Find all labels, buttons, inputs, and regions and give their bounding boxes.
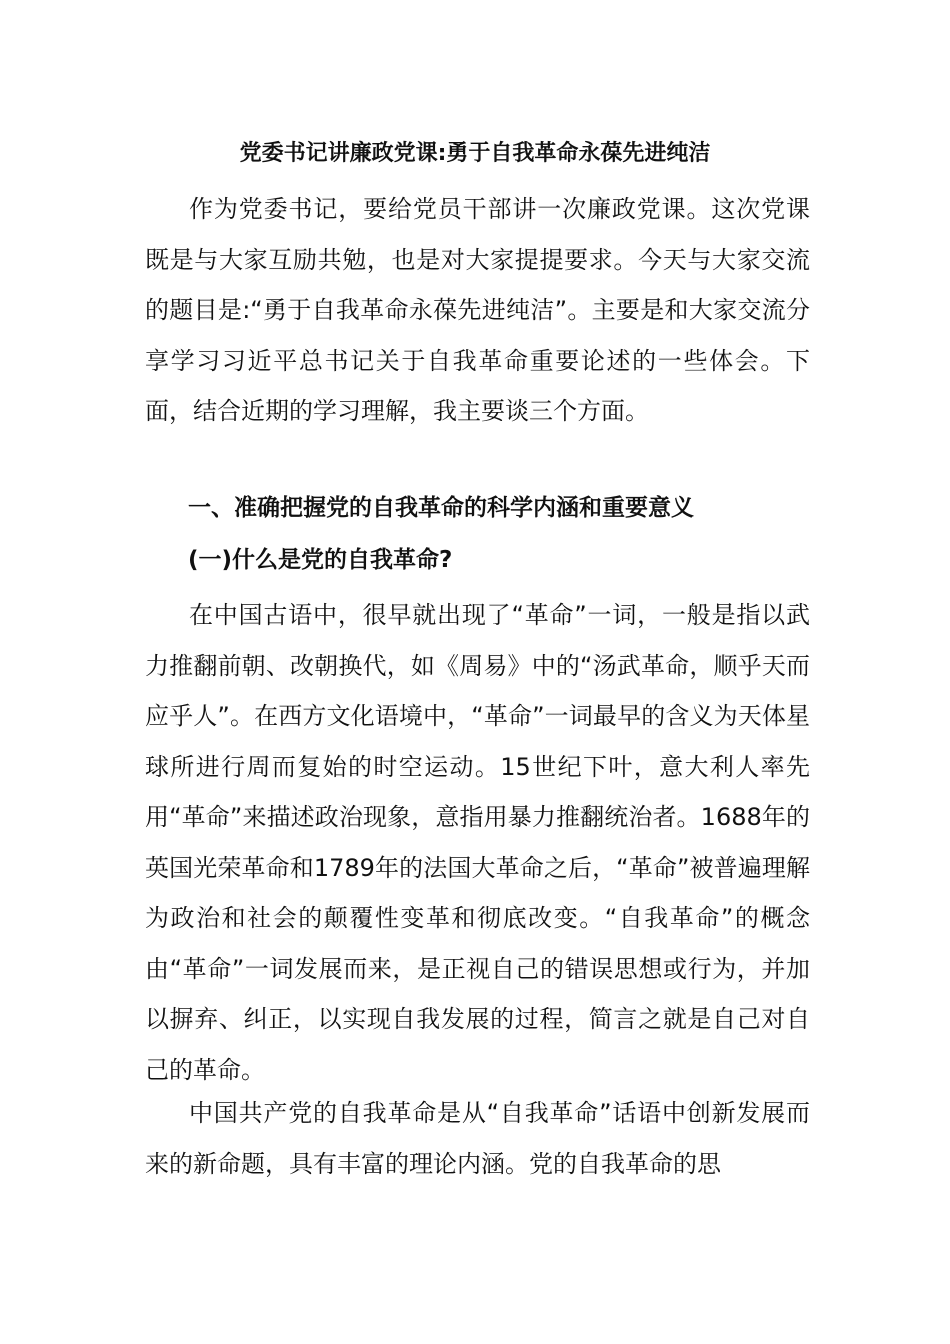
subsection-heading-1: (一)什么是党的自我革命? bbox=[188, 547, 453, 573]
document-title: 党委书记讲廉政党课:勇于自我革命永葆先进纯洁 bbox=[239, 141, 711, 166]
paragraph-party-self-revolution: 中国共产党的自我革命是从“自我革命”话语中创新发展而来的新命题，具有丰富的理论内涵。党的自我革命的思 bbox=[145, 1099, 810, 1178]
paragraph-revolution-origin: 在中国古语中，很早就出现了“革命”一词，一般是指以武力推翻前朝、改朝换代，如《周易》中的“汤武革命，顺乎天而应乎人”。在西方文化语境中，“革命”一词最早的含义为天体星球所进行周而复始的时空运动。15世纪下叶，意大利人率先用“革命”来描述政治现象，意指用暴力推翻统治者。1688年的英国光荣革命和1789年的法国大革命之后，“革命”被普遍理解为政治和社会的颠覆性变革和彻底改变。“自我革命”的概念由“革命”一词发展而来，是正视自己的错误思想或行为，并加以摒弃、纠正，以实现自我发展的过程，简言之就是自己对自己的革命。 bbox=[145, 601, 810, 1084]
section-heading-1: 一、准确把握党的自我革命的科学内涵和重要意义 bbox=[188, 495, 694, 521]
paragraph-intro: 作为党委书记，要给党员干部讲一次廉政党课。这次党课既是与大家互励共勉，也是对大家提提要求。今天与大家交流的题目是:“勇于自我革命永葆先进纯洁”。主要是和大家交流分享学习习近平总书记关于自我革命重要论述的一些体会。下面，结合近期的学习理解，我主要谈三个方面。 bbox=[145, 195, 810, 425]
